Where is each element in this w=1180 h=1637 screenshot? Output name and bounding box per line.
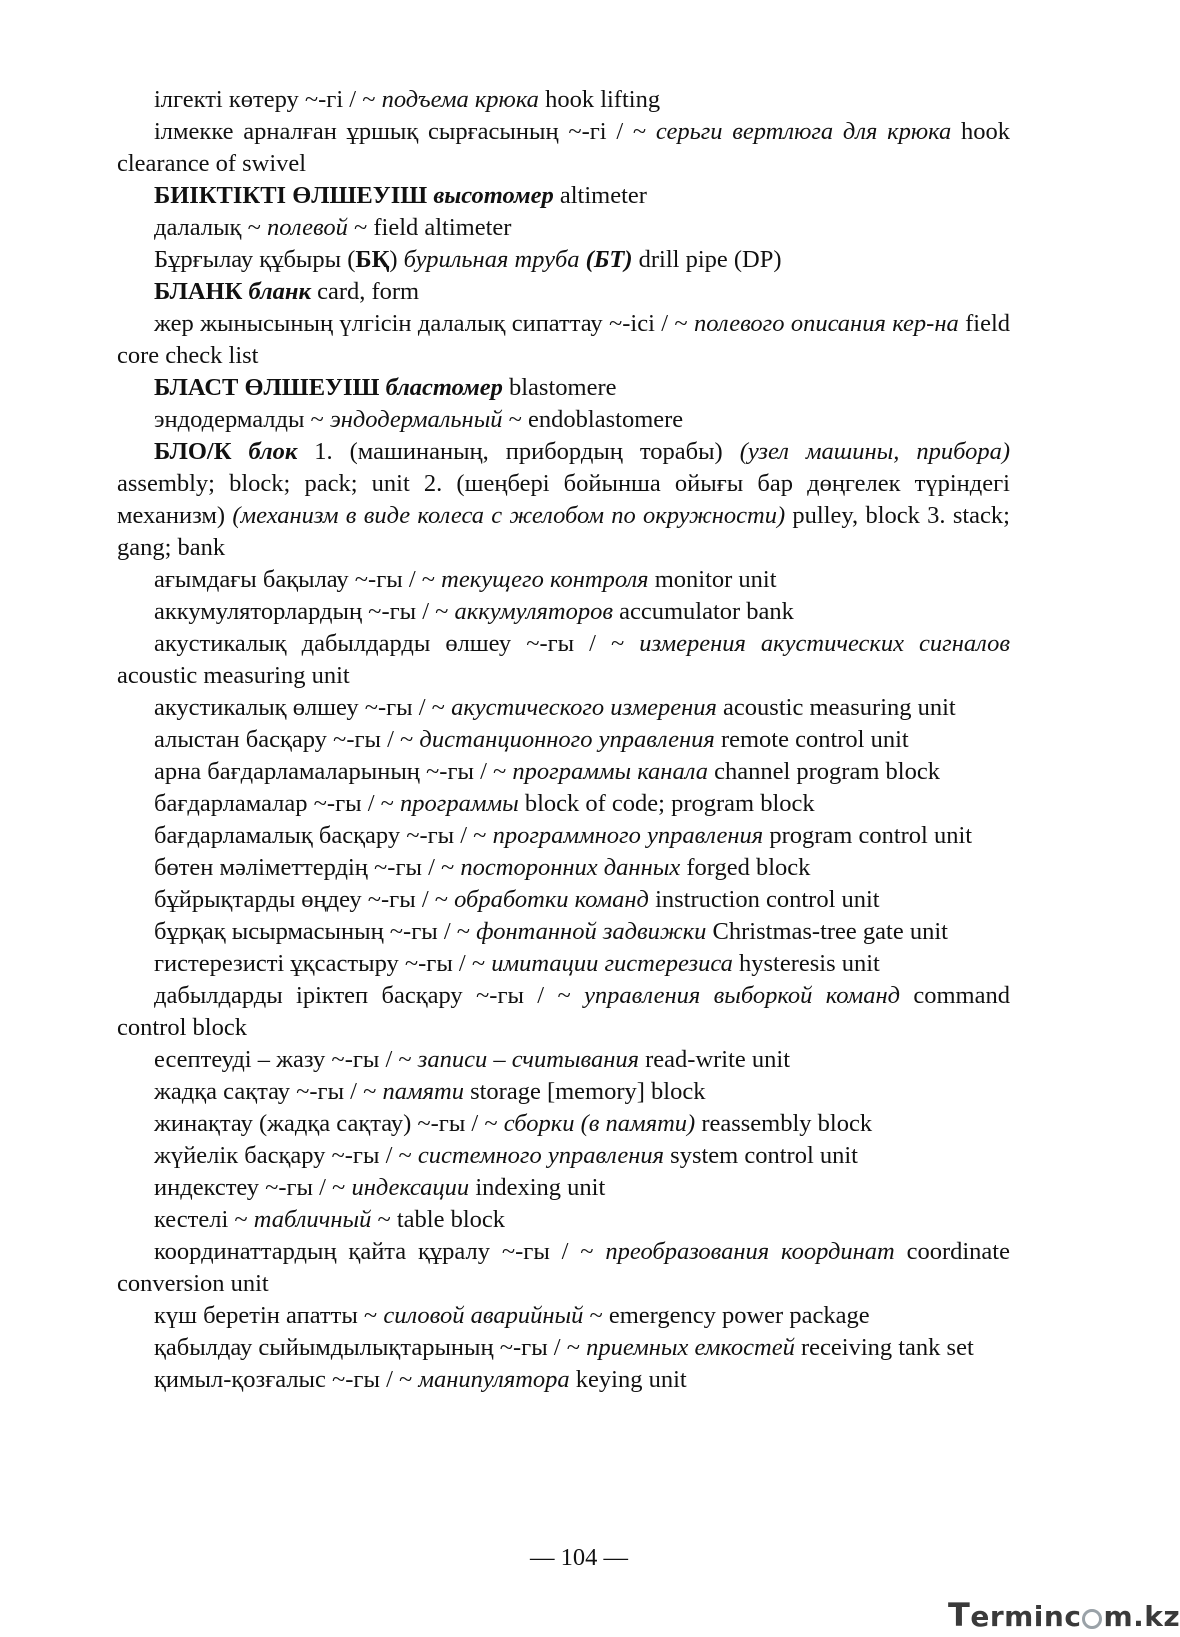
entry-segment: БИІКТІКТІ ӨЛШЕУІШ bbox=[154, 182, 434, 209]
entry-segment: бағдарламалар ~-гы / ~ bbox=[154, 790, 401, 817]
entry-segment: hook clearance of swivel bbox=[117, 118, 1010, 177]
entry-segment: reassembly block bbox=[695, 1110, 873, 1137]
entry-segment: (узел машины, прибора) bbox=[739, 438, 1011, 465]
entry-segment: аккумуляторлардың ~-гы / ~ bbox=[154, 598, 455, 625]
entry-segment: command control block bbox=[117, 982, 1010, 1041]
dictionary-entry bbox=[117, 692, 1010, 724]
entry-segment: управления выборкой команд bbox=[584, 982, 901, 1009]
entry-segment: hook lifting bbox=[538, 86, 661, 113]
entry-segment: (БТ) bbox=[585, 246, 633, 273]
dictionary-entry bbox=[117, 84, 1010, 116]
entry-segment: полевой bbox=[266, 214, 348, 241]
entry-segment: storage [memory] block bbox=[463, 1078, 706, 1105]
dictionary-entry bbox=[117, 788, 1010, 820]
dictionary-entry bbox=[117, 916, 1010, 948]
entry-segment: арна бағдарламаларының ~-гы / ~ bbox=[154, 758, 513, 785]
entry-segment: system control unit bbox=[664, 1142, 858, 1169]
entry-segment: акустического измерения bbox=[451, 694, 717, 721]
entry-segment: записи – считывания bbox=[417, 1046, 640, 1073]
entry-segment: ілгекті көтеру ~-гі / ~ bbox=[154, 86, 382, 113]
dictionary-entry bbox=[117, 724, 1010, 756]
dictionary-entry bbox=[117, 1044, 1010, 1076]
entry-segment: памяти bbox=[382, 1078, 464, 1105]
entry-segment: акустикалық дабылдарды өлшеу ~-гы / ~ bbox=[154, 630, 640, 657]
entry-segment: block of code; program block bbox=[518, 790, 815, 817]
entry-segment: программы bbox=[400, 790, 519, 817]
entry-segment: полевого описания кер-на bbox=[694, 310, 959, 337]
entry-segment: индекстеу ~-гы / ~ bbox=[154, 1174, 352, 1201]
entry-segment: accumulator bank bbox=[612, 598, 794, 625]
entry-segment: дистанционного управления bbox=[419, 726, 715, 753]
dictionary-entry bbox=[117, 1236, 1010, 1300]
dictionary-entry bbox=[117, 1300, 1010, 1332]
entry-segment: серьги вертлюга для крюка bbox=[655, 118, 952, 145]
dictionary-entry bbox=[117, 1204, 1010, 1236]
entry-segment: pulley, block 3. stack; gang; bank bbox=[117, 502, 1010, 561]
entry-segment: гистерезисті ұқсастыру ~-гы / ~ bbox=[154, 950, 492, 977]
dictionary-entry bbox=[117, 756, 1010, 788]
dictionary-entry bbox=[117, 276, 1010, 308]
entry-segment: кестелі ~ bbox=[154, 1206, 254, 1233]
entry-segment: program control unit bbox=[763, 822, 973, 849]
dictionary-entry bbox=[117, 884, 1010, 916]
entry-segment: monitor unit bbox=[648, 566, 777, 593]
entry-segment: фонтанной задвижки bbox=[476, 918, 707, 945]
entry-segment: card, form bbox=[310, 278, 420, 305]
entry-segment: drill pipe (DP) bbox=[632, 246, 782, 273]
entry-segment: жинақтау (жадқа сақтау) ~-гы / ~ bbox=[154, 1110, 504, 1137]
entry-segment: обработки команд bbox=[454, 886, 649, 913]
dictionary-entry bbox=[117, 1140, 1010, 1172]
entry-segment: жадқа сақтау ~-гы / ~ bbox=[154, 1078, 383, 1105]
entry-segment: ~ table block bbox=[371, 1206, 506, 1233]
entry-segment: бұрқақ ысырмасының ~-гы / ~ bbox=[154, 918, 477, 945]
entry-segment: табличный bbox=[253, 1206, 372, 1233]
entry-segment: forged block bbox=[680, 854, 811, 881]
entry-segment: remote control unit bbox=[714, 726, 909, 753]
dictionary-entry bbox=[117, 212, 1010, 244]
entry-segment: БЛАНК bbox=[154, 278, 249, 305]
entry-segment: acoustic measuring unit bbox=[716, 694, 956, 721]
entry-segment: (механизм в виде колеса с желобом по окружности) bbox=[232, 502, 786, 529]
dictionary-page-body bbox=[117, 84, 1010, 1396]
dictionary-entry bbox=[117, 1332, 1010, 1364]
page-number: — 104 — bbox=[530, 1544, 628, 1571]
entry-segment: эндодермалды ~ bbox=[154, 406, 330, 433]
dictionary-entry bbox=[117, 372, 1010, 404]
dictionary-entry bbox=[117, 596, 1010, 628]
entry-segment: assembly; block; pack; unit 2. (шеңбері бойынша ойығы бар дөңгелек түріндегі механизм) bbox=[117, 470, 1010, 529]
entry-segment: жүйелік басқару ~-гы / ~ bbox=[154, 1142, 418, 1169]
entry-segment: бланк bbox=[248, 278, 311, 305]
entry-segment: бұйрықтарды өңдеу ~-гы / ~ bbox=[154, 886, 455, 913]
dictionary-entry bbox=[117, 180, 1010, 212]
logo-text-start: erminc bbox=[970, 1600, 1082, 1633]
logo-text-end: m.kz bbox=[1103, 1600, 1180, 1633]
entry-segment: подъема крюка bbox=[381, 86, 539, 113]
entry-segment: бөтен мәліметтердің ~-гы / ~ bbox=[154, 854, 461, 881]
entry-segment: field core check list bbox=[117, 310, 1011, 369]
entry-segment: altimeter bbox=[553, 182, 647, 209]
entry-segment: аккумуляторов bbox=[454, 598, 613, 625]
entry-segment: read-write unit bbox=[639, 1046, 791, 1073]
entry-segment: жер жынысының үлгісін далалық сипаттау ~-ісі / ~ bbox=[154, 310, 695, 337]
entry-segment: instruction control unit bbox=[648, 886, 880, 913]
entry-segment: системного управления bbox=[417, 1142, 665, 1169]
entry-segment: blastomere bbox=[502, 374, 617, 401]
entry-segment: indexing unit bbox=[469, 1174, 606, 1201]
logo-circle-icon bbox=[1082, 1609, 1102, 1629]
dictionary-entry bbox=[117, 404, 1010, 436]
dictionary-entry bbox=[117, 1172, 1010, 1204]
entry-segment: программы канала bbox=[512, 758, 708, 785]
entry-segment: 1. (машинаның, прибордың торабы) bbox=[297, 438, 740, 465]
entry-segment: приемных емкостей bbox=[586, 1334, 795, 1361]
entry-segment: receiving tank set bbox=[794, 1334, 974, 1361]
dictionary-entry bbox=[117, 948, 1010, 980]
logo-letter-t: T bbox=[948, 1596, 971, 1634]
entry-segment: манипулятора bbox=[418, 1366, 570, 1393]
dictionary-entry bbox=[117, 820, 1010, 852]
entry-segment: алыстан басқару ~-гы / ~ bbox=[154, 726, 420, 753]
entry-segment: БЛАСТ ӨЛШЕУІШ bbox=[154, 374, 386, 401]
dictionary-entry bbox=[117, 1076, 1010, 1108]
entry-segment: далалық ~ bbox=[154, 214, 267, 241]
dictionary-entry bbox=[117, 308, 1010, 372]
entry-segment: acoustic measuring unit bbox=[117, 662, 350, 689]
dictionary-entry bbox=[117, 628, 1010, 692]
entry-segment: hysteresis unit bbox=[732, 950, 880, 977]
entry-segment: блок bbox=[248, 438, 298, 465]
entry-segment: БЛО/К bbox=[154, 438, 249, 465]
entry-segment: keying unit bbox=[569, 1366, 687, 1393]
entry-segment: силовой аварийный bbox=[383, 1302, 584, 1329]
entry-segment: бластомер bbox=[385, 374, 503, 401]
entry-segment: программного управления bbox=[492, 822, 764, 849]
entry-segment: бурильная труба bbox=[403, 246, 586, 273]
entry-segment: Christmas-tree gate unit bbox=[706, 918, 948, 945]
entry-segment: ~ endoblastomere bbox=[502, 406, 684, 433]
dictionary-entry bbox=[117, 564, 1010, 596]
entry-segment: сборки (в памяти) bbox=[503, 1110, 696, 1137]
entry-segment: ағымдағы бақылау ~-гы / ~ bbox=[154, 566, 442, 593]
entry-segment: посторонних данных bbox=[460, 854, 681, 881]
entry-segment: бағдарламалық басқару ~-гы / ~ bbox=[154, 822, 493, 849]
entry-segment: имитации гистерезиса bbox=[491, 950, 733, 977]
dictionary-entry bbox=[117, 980, 1010, 1044]
entry-segment: қимыл-қозғалыс ~-гы / ~ bbox=[154, 1366, 419, 1393]
entry-segment: coordinate conversion unit bbox=[117, 1238, 1010, 1297]
entry-segment: текущего контроля bbox=[441, 566, 649, 593]
dictionary-entry bbox=[117, 1364, 1010, 1396]
entry-segment: преобразования координат bbox=[605, 1238, 895, 1265]
entry-segment: ~ field altimeter bbox=[347, 214, 512, 241]
entry-segment: ~ emergency power package bbox=[583, 1302, 870, 1329]
entry-segment: координаттардың қайта құралу ~-гы / ~ bbox=[154, 1238, 606, 1265]
entry-segment: Бұрғылау құбыры ( bbox=[154, 246, 356, 273]
entry-segment: қабылдау сыйымдылықтарының ~-гы / ~ bbox=[154, 1334, 587, 1361]
entry-segment: дабылдарды іріктеп басқару ~-гы / ~ bbox=[154, 982, 585, 1009]
entry-segment: измерения акустических сигналов bbox=[639, 630, 1010, 657]
entry-segment: есептеуді – жазу ~-гы / ~ bbox=[154, 1046, 418, 1073]
entry-segment: высотомер bbox=[433, 182, 554, 209]
entry-segment: ілмекке арналған ұршық сырғасының ~-гі / ~ bbox=[154, 118, 656, 145]
entry-segment: индексации bbox=[351, 1174, 470, 1201]
entry-segment: акустикалық өлшеу ~-гы / ~ bbox=[154, 694, 452, 721]
entry-segment: эндодермальный bbox=[329, 406, 503, 433]
dictionary-entry bbox=[117, 1108, 1010, 1140]
entry-segment: күш беретін апатты ~ bbox=[154, 1302, 384, 1329]
dictionary-entry bbox=[117, 116, 1010, 180]
dictionary-entry bbox=[117, 244, 1010, 276]
entry-segment: БҚ bbox=[355, 246, 390, 273]
entry-segment: ) bbox=[389, 246, 404, 273]
terminkom-logo bbox=[948, 1596, 1180, 1634]
entry-segment: channel program block bbox=[707, 758, 940, 785]
dictionary-entry bbox=[117, 436, 1010, 564]
dictionary-entry bbox=[117, 852, 1010, 884]
